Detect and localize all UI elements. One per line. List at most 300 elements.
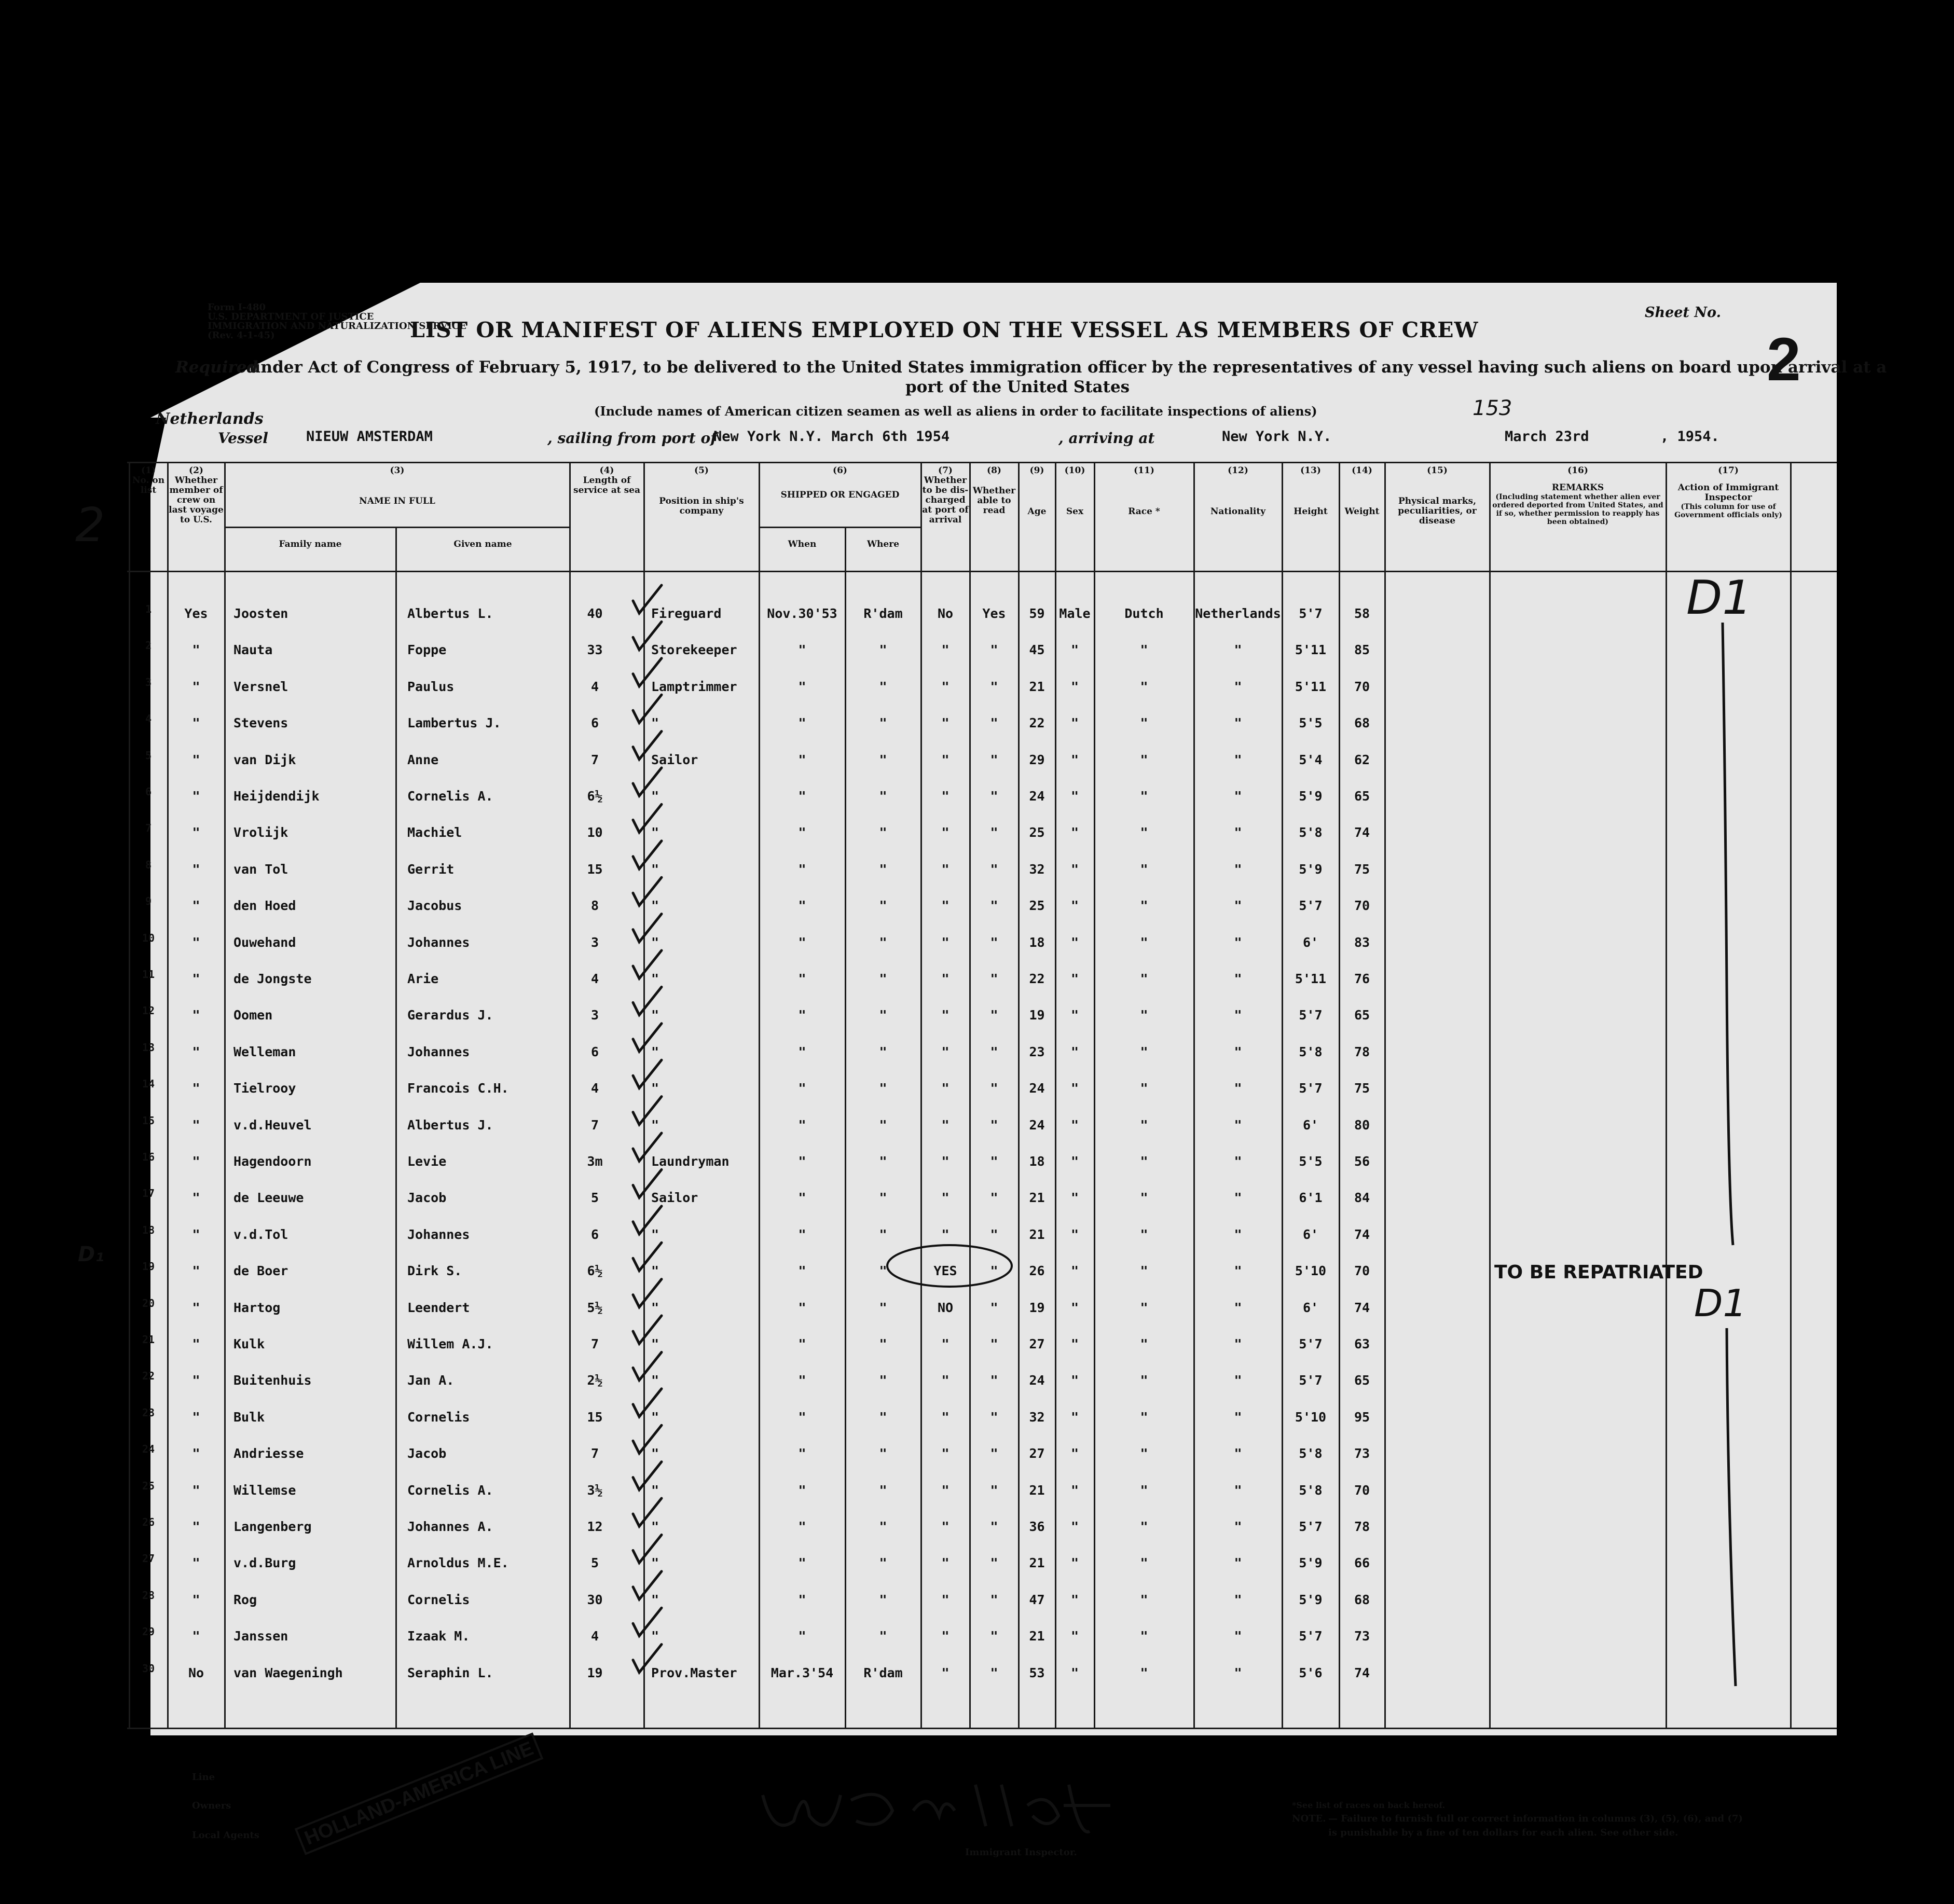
cell-age: 29 bbox=[1029, 752, 1045, 767]
cell-able-to-read: " bbox=[990, 1409, 998, 1425]
cell-position: " bbox=[651, 1117, 659, 1133]
cell-nationality: " bbox=[1234, 1592, 1242, 1607]
checkmark bbox=[633, 1608, 662, 1636]
cell-height: 5'8 bbox=[1299, 1482, 1323, 1498]
cell-able-to-read: " bbox=[990, 861, 998, 877]
cell-family-name: Oomen bbox=[233, 1008, 273, 1023]
cell-able-to-read: " bbox=[990, 1482, 998, 1498]
checkmark bbox=[633, 950, 662, 978]
checkmark bbox=[633, 914, 662, 942]
cell-able-to-read: " bbox=[990, 789, 998, 804]
cell-shipped-where: " bbox=[879, 1117, 887, 1133]
cell-shipped-where: " bbox=[879, 1409, 887, 1425]
cell-family-name: van Waegeningh bbox=[233, 1665, 343, 1680]
subtitle-line2: port of the United States bbox=[905, 378, 1130, 396]
cell-last-voyage: " bbox=[192, 1482, 200, 1498]
cell-weight: 85 bbox=[1354, 642, 1370, 658]
cell-race: " bbox=[1140, 1519, 1148, 1534]
cell-weight: 95 bbox=[1354, 1409, 1370, 1425]
cell-weight: 70 bbox=[1354, 898, 1370, 914]
cell-able-to-read: " bbox=[990, 642, 998, 658]
cell-nationality: " bbox=[1234, 1336, 1242, 1351]
cell-height: 5'11 bbox=[1295, 679, 1327, 694]
cell-no: 28 bbox=[142, 1589, 155, 1602]
cell-family-name: Janssen bbox=[233, 1629, 288, 1644]
cell-no: 30 bbox=[142, 1662, 155, 1675]
cell-discharged: " bbox=[941, 1373, 950, 1388]
cell-position: " bbox=[651, 715, 659, 731]
cell-weight: 76 bbox=[1354, 971, 1370, 986]
cell-service: 7 bbox=[590, 752, 599, 767]
cell-weight: 70 bbox=[1354, 679, 1370, 694]
cell-weight: 84 bbox=[1354, 1190, 1370, 1206]
cell-position: " bbox=[651, 1629, 659, 1644]
cell-nationality: " bbox=[1234, 1008, 1242, 1023]
cell-race: " bbox=[1140, 1263, 1148, 1279]
cell-race: " bbox=[1140, 642, 1148, 658]
checkmark bbox=[633, 1571, 662, 1599]
cell-race: " bbox=[1140, 971, 1148, 986]
cell-last-voyage: " bbox=[192, 642, 200, 658]
cell-shipped-where: " bbox=[879, 898, 887, 914]
col3-header: (3) NAME IN FULL bbox=[359, 465, 435, 506]
cell-last-voyage: " bbox=[192, 789, 200, 804]
cell-height: 5'7 bbox=[1299, 1373, 1323, 1388]
cell-given-name: Izaak M. bbox=[407, 1629, 470, 1644]
checkmark bbox=[633, 1462, 662, 1490]
inspector-bracket-line bbox=[1712, 623, 1754, 1702]
cell-family-name: Andriesse bbox=[233, 1446, 304, 1461]
cell-age: 45 bbox=[1029, 642, 1045, 658]
cell-sex: " bbox=[1070, 898, 1079, 914]
cell-height: 5'6 bbox=[1299, 1665, 1323, 1680]
cell-given-name: Jan A. bbox=[407, 1373, 455, 1388]
cell-position: " bbox=[651, 1555, 659, 1571]
cell-weight: 74 bbox=[1354, 825, 1370, 840]
cell-shipped-when: " bbox=[798, 1482, 806, 1498]
cell-shipped-where: " bbox=[879, 752, 887, 767]
cell-family-name: Rog bbox=[233, 1592, 257, 1607]
yes-circle bbox=[882, 1237, 1017, 1300]
cell-family-name: de Jongste bbox=[233, 971, 312, 986]
cell-no: 16 bbox=[142, 1151, 155, 1163]
cell-nationality: " bbox=[1234, 1555, 1242, 1571]
cell-shipped-where: " bbox=[879, 1519, 887, 1534]
checkmark bbox=[633, 622, 662, 650]
cell-position: Fireguard bbox=[651, 606, 722, 621]
cell-shipped-when: " bbox=[798, 752, 806, 767]
cell-race: " bbox=[1140, 1081, 1148, 1096]
cell-nationality: " bbox=[1234, 752, 1242, 767]
cell-nationality: " bbox=[1234, 898, 1242, 914]
required-label: Required bbox=[175, 358, 258, 377]
cell-weight: 66 bbox=[1354, 1555, 1370, 1571]
cell-no: 4 bbox=[145, 712, 152, 725]
cell-discharged: " bbox=[941, 1226, 950, 1242]
cell-nationality: " bbox=[1234, 1409, 1242, 1425]
cell-sex: " bbox=[1070, 1154, 1079, 1169]
cell-shipped-where: " bbox=[879, 715, 887, 731]
cell-race: " bbox=[1140, 752, 1148, 767]
checkmark bbox=[633, 1279, 662, 1307]
cell-able-to-read: " bbox=[990, 1044, 998, 1059]
table-bottom-rule bbox=[127, 1728, 1837, 1729]
cell-no: 13 bbox=[142, 1041, 155, 1054]
cell-shipped-when: " bbox=[798, 1117, 806, 1133]
cell-discharged: " bbox=[941, 1409, 950, 1425]
cell-able-to-read: " bbox=[990, 971, 998, 986]
cell-race: " bbox=[1140, 1336, 1148, 1351]
punch-hole bbox=[95, 1333, 123, 1361]
checkmark bbox=[633, 841, 662, 869]
cell-no: 1 bbox=[145, 603, 152, 615]
cell-given-name: Foppe bbox=[407, 642, 447, 658]
cell-sex: " bbox=[1070, 1044, 1079, 1059]
holland-america-stamp: HOLLAND-AMERICA LINE bbox=[295, 1732, 544, 1855]
cell-shipped-where: " bbox=[879, 1373, 887, 1388]
cell-service: 4 bbox=[590, 1629, 599, 1644]
header-bottom-rule bbox=[127, 571, 1837, 572]
cell-position: " bbox=[651, 1519, 659, 1534]
cell-age: 25 bbox=[1029, 898, 1045, 914]
fine-note-2: is punishable by a fine of ten dollars for each alien. See other side. bbox=[1328, 1827, 1678, 1838]
cell-position: " bbox=[651, 825, 659, 840]
cell-able-to-read: " bbox=[990, 934, 998, 950]
cell-position: " bbox=[651, 1482, 659, 1498]
cell-age: 21 bbox=[1029, 1629, 1045, 1644]
checkmark bbox=[633, 1206, 662, 1234]
cell-race: " bbox=[1140, 861, 1148, 877]
cell-age: 21 bbox=[1029, 1555, 1045, 1571]
table-top-rule bbox=[127, 462, 1837, 463]
cell-age: 24 bbox=[1029, 1117, 1045, 1133]
cell-no: 21 bbox=[142, 1333, 155, 1346]
cell-able-to-read: " bbox=[990, 1190, 998, 1206]
cell-sex: " bbox=[1070, 679, 1079, 694]
cell-no: 12 bbox=[142, 1004, 155, 1017]
form-number: Form I-480 U.S. DEPARTMENT OF JUSTICE IMMIGRATION AND NATURALIZATION SERVICE (Rev. 4-1-45) bbox=[208, 302, 466, 341]
cell-age: 21 bbox=[1029, 1190, 1045, 1206]
cell-no: 7 bbox=[145, 822, 152, 835]
cell-given-name: Francois C.H. bbox=[407, 1081, 509, 1096]
cell-shipped-where: " bbox=[879, 825, 887, 840]
page-title: LIST OR MANIFEST OF ALIENS EMPLOYED ON THE VESSEL AS MEMBERS OF CREW bbox=[410, 318, 1479, 342]
cell-age: 24 bbox=[1029, 789, 1045, 804]
cell-sex: " bbox=[1070, 1665, 1079, 1680]
cell-service: 6½ bbox=[587, 1263, 603, 1279]
cell-given-name: Seraphin L. bbox=[407, 1665, 493, 1680]
cell-service: 4 bbox=[590, 971, 599, 986]
cell-shipped-where: " bbox=[879, 679, 887, 694]
cell-height: 5'7 bbox=[1299, 898, 1323, 914]
cell-last-voyage: " bbox=[192, 1154, 200, 1169]
cell-age: 36 bbox=[1029, 1519, 1045, 1534]
cell-given-name: Cornelis bbox=[407, 1592, 470, 1607]
cell-discharged: " bbox=[941, 1154, 950, 1169]
cell-family-name: de Boer bbox=[233, 1263, 288, 1279]
cell-family-name: de Leeuwe bbox=[233, 1190, 304, 1206]
cell-sex: " bbox=[1070, 715, 1079, 731]
manifest-number: 153 bbox=[1473, 396, 1512, 420]
cell-discharged: " bbox=[941, 1190, 950, 1206]
cell-last-voyage: " bbox=[192, 1008, 200, 1023]
cell-age: 23 bbox=[1029, 1044, 1045, 1059]
cell-no: 15 bbox=[142, 1114, 155, 1127]
cell-height: 5'7 bbox=[1299, 1008, 1323, 1023]
arriving-port: New York N.Y. bbox=[1222, 429, 1332, 445]
cell-sex: " bbox=[1070, 642, 1079, 658]
cell-last-voyage: " bbox=[192, 1592, 200, 1607]
cell-race: " bbox=[1140, 934, 1148, 950]
cell-shipped-when: " bbox=[798, 1555, 806, 1571]
cell-shipped-where: " bbox=[879, 1555, 887, 1571]
cell-last-voyage: " bbox=[192, 898, 200, 914]
cell-race: " bbox=[1140, 1629, 1148, 1644]
cell-discharged: " bbox=[941, 642, 950, 658]
cell-shipped-when: " bbox=[798, 679, 806, 694]
cell-able-to-read: " bbox=[990, 1081, 998, 1096]
checkmark bbox=[633, 695, 662, 723]
cell-no: 25 bbox=[142, 1479, 155, 1492]
cell-last-voyage: " bbox=[192, 1446, 200, 1461]
cell-able-to-read: " bbox=[990, 1263, 998, 1279]
cell-shipped-where: " bbox=[879, 1154, 887, 1169]
cell-discharged: " bbox=[941, 1446, 950, 1461]
cell-no: 24 bbox=[142, 1443, 155, 1456]
cell-nationality: " bbox=[1234, 971, 1242, 986]
cell-no: 19 bbox=[142, 1260, 155, 1273]
cell-race: " bbox=[1140, 1190, 1148, 1206]
cell-discharged: " bbox=[941, 1008, 950, 1023]
checkmark bbox=[633, 658, 662, 686]
cell-service: 12 bbox=[587, 1519, 603, 1534]
cell-service: 30 bbox=[587, 1592, 603, 1607]
cell-family-name: van Dijk bbox=[233, 752, 296, 767]
cell-able-to-read: " bbox=[990, 1117, 998, 1133]
cell-race: " bbox=[1140, 825, 1148, 840]
cell-given-name: Jacob bbox=[407, 1446, 447, 1461]
cell-family-name: Heijdendijk bbox=[233, 789, 320, 804]
cell-service: 19 bbox=[587, 1665, 603, 1680]
cell-last-voyage: " bbox=[192, 1044, 200, 1059]
cell-discharged: " bbox=[941, 1629, 950, 1644]
checkmark bbox=[633, 804, 662, 832]
cell-position: Storekeeper bbox=[651, 642, 737, 658]
cell-given-name: Arnoldus M.E. bbox=[407, 1555, 509, 1571]
cell-no: 22 bbox=[142, 1370, 155, 1383]
cell-nationality: " bbox=[1234, 1154, 1242, 1169]
fine-note: — Failure to furnish full or correct information in columns (3), (5), (6), and (7) bbox=[1328, 1813, 1743, 1824]
cell-position: Laundryman bbox=[651, 1154, 730, 1169]
cell-height: 5'7 bbox=[1299, 1081, 1323, 1096]
cell-family-name: Kulk bbox=[233, 1336, 265, 1351]
cell-weight: 74 bbox=[1354, 1665, 1370, 1680]
cell-position: " bbox=[651, 1300, 659, 1315]
cell-nationality: " bbox=[1234, 1665, 1242, 1680]
owners-label: Owners bbox=[192, 1800, 231, 1811]
col2-header: (2) Whether member of crew on last voyage to U.S. bbox=[169, 465, 224, 525]
cell-shipped-where: " bbox=[879, 1336, 887, 1351]
cell-height: 5'11 bbox=[1295, 642, 1327, 658]
cell-sex: " bbox=[1070, 1336, 1079, 1351]
cell-service: 4 bbox=[590, 1081, 599, 1096]
cell-shipped-where: " bbox=[879, 642, 887, 658]
cell-weight: 75 bbox=[1354, 1081, 1370, 1096]
cell-family-name: Bulk bbox=[233, 1409, 265, 1425]
cell-height: 6' bbox=[1302, 1226, 1319, 1242]
cell-shipped-when: " bbox=[798, 1081, 806, 1096]
vessel-name: NIEUW AMSTERDAM bbox=[306, 429, 433, 445]
cell-shipped-where: " bbox=[879, 971, 887, 986]
cell-race: " bbox=[1140, 1044, 1148, 1059]
col7-header: (7) Whether to be dis-charged at port of arrival bbox=[922, 465, 969, 525]
line-label: Line bbox=[192, 1772, 215, 1783]
include-note: (Include names of American citizen seamen as well as aliens in order to facilitate inspections of aliens) bbox=[594, 404, 1317, 419]
cell-last-voyage: " bbox=[192, 752, 200, 767]
cell-shipped-when: " bbox=[798, 1336, 806, 1351]
cell-sex: Male bbox=[1059, 606, 1091, 621]
cell-service: 3m bbox=[587, 1154, 603, 1169]
cell-shipped-when: " bbox=[798, 1446, 806, 1461]
inspector-action-d1: D1 bbox=[1686, 571, 1752, 625]
cell-given-name: Albertus J. bbox=[407, 1117, 493, 1133]
cell-position: " bbox=[651, 1446, 659, 1461]
cell-position: Prov.Master bbox=[651, 1665, 737, 1680]
cell-shipped-when: " bbox=[798, 1154, 806, 1169]
cell-discharged: " bbox=[941, 789, 950, 804]
cell-height: 5'7 bbox=[1299, 1336, 1323, 1351]
cell-shipped-where: " bbox=[879, 1300, 887, 1315]
cell-age: 18 bbox=[1029, 934, 1045, 950]
cell-race: " bbox=[1140, 898, 1148, 914]
cell-shipped-where: " bbox=[879, 861, 887, 877]
cell-given-name: Gerrit bbox=[407, 861, 455, 877]
arriving-label: , arriving at bbox=[1058, 430, 1155, 447]
checkmark bbox=[633, 1060, 662, 1088]
cell-race: " bbox=[1140, 789, 1148, 804]
inspector-label: Immigrant Inspector. bbox=[965, 1847, 1077, 1858]
cell-weight: 78 bbox=[1354, 1519, 1370, 1534]
cell-no: 9 bbox=[145, 895, 152, 908]
cell-family-name: Buitenhuis bbox=[233, 1373, 312, 1388]
cell-weight: 70 bbox=[1354, 1263, 1370, 1279]
checkmark bbox=[633, 877, 662, 905]
cell-nationality: " bbox=[1234, 715, 1242, 731]
cell-last-voyage: " bbox=[192, 1300, 200, 1315]
cell-weight: 63 bbox=[1354, 1336, 1370, 1351]
cell-position: " bbox=[651, 1226, 659, 1242]
cell-shipped-where: " bbox=[879, 1629, 887, 1644]
cell-discharged: " bbox=[941, 1336, 950, 1351]
cell-family-name: Stevens bbox=[233, 715, 288, 731]
col8-header: (8) Whether able to read bbox=[972, 465, 1016, 516]
cell-service: 33 bbox=[587, 642, 603, 658]
cell-family-name: Welleman bbox=[233, 1044, 296, 1059]
vessel-label: Vessel bbox=[218, 430, 268, 447]
cell-position: " bbox=[651, 898, 659, 914]
cell-last-voyage: " bbox=[192, 1519, 200, 1534]
cell-age: 21 bbox=[1029, 1226, 1045, 1242]
cell-age: 32 bbox=[1029, 1409, 1045, 1425]
col15-header: (15) Physical marks, peculiarities, or disease bbox=[1398, 465, 1477, 526]
cell-discharged: NO bbox=[937, 1300, 954, 1315]
cell-discharged: " bbox=[941, 679, 950, 694]
cell-nationality: " bbox=[1234, 1044, 1242, 1059]
cell-race: " bbox=[1140, 1665, 1148, 1680]
cell-given-name: Arie bbox=[407, 971, 439, 986]
cell-nationality: " bbox=[1234, 934, 1242, 950]
cell-sex: " bbox=[1070, 1409, 1079, 1425]
cell-nationality: " bbox=[1234, 825, 1242, 840]
inspector-signature bbox=[758, 1764, 1131, 1842]
cell-sex: " bbox=[1070, 934, 1079, 950]
cell-given-name: Cornelis A. bbox=[407, 789, 493, 804]
cell-service: 15 bbox=[587, 861, 603, 877]
col17-header: (17) Action of Immigrant Inspector (This column for use of Government officials only) bbox=[1674, 465, 1782, 519]
cell-shipped-where: R'dam bbox=[863, 606, 903, 621]
cell-service: 8 bbox=[590, 898, 599, 914]
cell-shipped-when: " bbox=[798, 789, 806, 804]
cell-last-voyage: " bbox=[192, 1336, 200, 1351]
cell-sex: " bbox=[1070, 1190, 1079, 1206]
cell-nationality: " bbox=[1234, 1263, 1242, 1279]
races-note: *See list of races on back hereof. bbox=[1292, 1800, 1446, 1810]
cell-sex: " bbox=[1070, 1519, 1079, 1534]
cell-height: 5'4 bbox=[1299, 752, 1323, 767]
cell-height: 5'10 bbox=[1295, 1409, 1327, 1425]
cell-no: 6 bbox=[145, 785, 152, 798]
cell-service: 6 bbox=[590, 1226, 599, 1242]
agents-label: Local Agents bbox=[192, 1830, 259, 1841]
cell-weight: 58 bbox=[1354, 606, 1370, 621]
shipped-where-header: Where bbox=[866, 539, 900, 549]
cell-last-voyage: " bbox=[192, 1263, 200, 1279]
vessel-country: Netherlands bbox=[156, 410, 264, 428]
cell-last-voyage: Yes bbox=[184, 606, 208, 621]
cell-race: " bbox=[1140, 1117, 1148, 1133]
cell-given-name: Gerardus J. bbox=[407, 1008, 493, 1023]
cell-position: " bbox=[651, 971, 659, 986]
cell-discharged: " bbox=[941, 1592, 950, 1607]
cell-age: 21 bbox=[1029, 679, 1045, 694]
cell-shipped-where: " bbox=[879, 1446, 887, 1461]
cell-no: 17 bbox=[142, 1187, 155, 1200]
cell-no: 18 bbox=[142, 1223, 155, 1236]
cell-discharged: " bbox=[941, 1081, 950, 1096]
cell-shipped-when: " bbox=[798, 971, 806, 986]
cell-age: 22 bbox=[1029, 971, 1045, 986]
cell-sex: " bbox=[1070, 789, 1079, 804]
cell-weight: 80 bbox=[1354, 1117, 1370, 1133]
family-name-header: Family name bbox=[279, 539, 342, 549]
cell-family-name: Langenberg bbox=[233, 1519, 312, 1534]
cell-service: 6 bbox=[590, 1044, 599, 1059]
cell-race: " bbox=[1140, 1373, 1148, 1388]
cell-service: 3½ bbox=[587, 1482, 603, 1498]
cell-service: 5 bbox=[590, 1190, 599, 1206]
cell-shipped-when: " bbox=[798, 1300, 806, 1315]
cell-position: " bbox=[651, 1409, 659, 1425]
cell-family-name: Vrolijk bbox=[233, 825, 288, 840]
cell-race: " bbox=[1140, 1592, 1148, 1607]
cell-position: " bbox=[651, 789, 659, 804]
cell-race: " bbox=[1140, 1555, 1148, 1571]
cell-last-voyage: " bbox=[192, 1190, 200, 1206]
cell-able-to-read: " bbox=[990, 1373, 998, 1388]
cell-nationality: " bbox=[1234, 1446, 1242, 1461]
remark-repatriated: TO BE REPATRIATED bbox=[1494, 1262, 1703, 1283]
cell-discharged: " bbox=[941, 934, 950, 950]
